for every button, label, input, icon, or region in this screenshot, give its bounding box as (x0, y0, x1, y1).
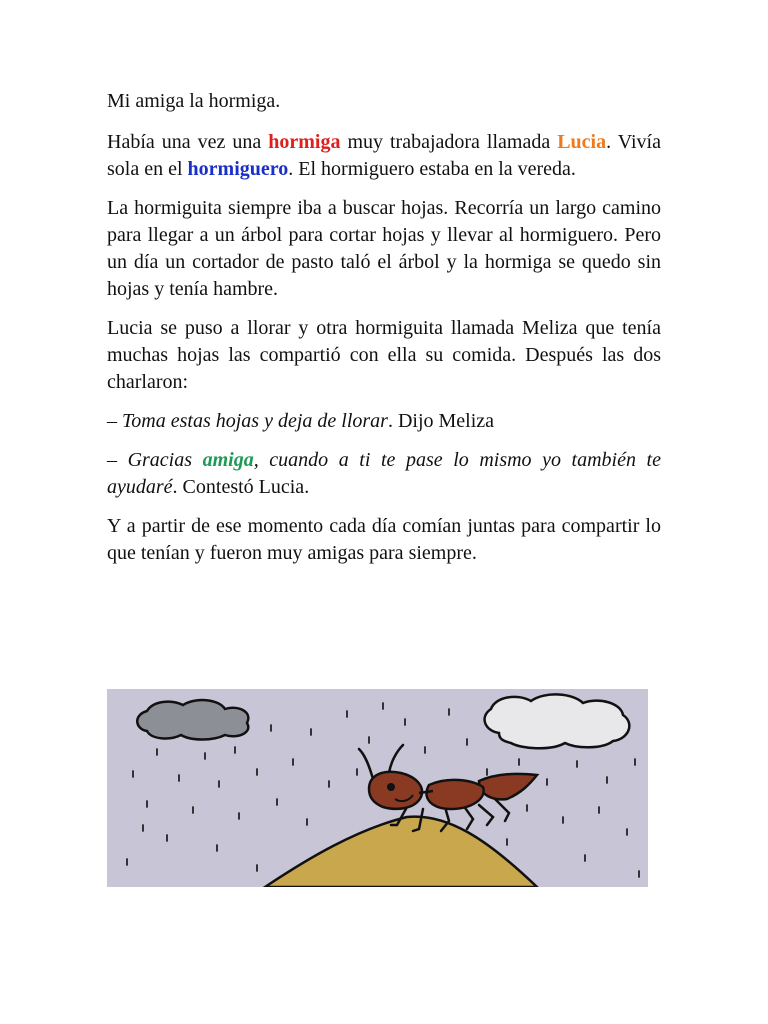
paragraph-1 (107, 129, 661, 183)
word-hormiguero: hormiguero (187, 158, 289, 180)
word-lucia: Lucia (557, 131, 607, 153)
cloud-right-icon (485, 694, 630, 748)
dialogue-2-after: . Contestó Lucia. (172, 476, 310, 498)
p1-text-4: . El hormiguero estaba en la vereda. (288, 158, 576, 180)
dialogue-1-after: . Dijo Meliza (387, 410, 495, 432)
story-document (107, 88, 661, 579)
dialogue-2-speech-1: Gracias (127, 449, 203, 471)
p1-text-1: Había una vez una (107, 131, 269, 153)
word-hormiga: hormiga (268, 131, 341, 153)
word-amiga: amiga (202, 449, 254, 471)
dialogue-1-dash: – (107, 410, 122, 432)
ant-illustration (107, 689, 648, 887)
paragraph-4: Y a partir de ese momento cada día comían juntas para compartir lo que tenían y fueron muy amigas para siempre. (107, 515, 661, 564)
paragraph-2: La hormiguita siempre iba a buscar hojas. Recorría un largo camino para llegar a un árbol para cortar hojas y llevar al hormiguero. Pero un día un cortador de pasto taló el árbol y la hormiga se quedo sin hojas y tenía hambre. (107, 197, 661, 300)
dialogue-2-dash: – (107, 449, 128, 471)
p1-text-2: muy trabajadora llamada (340, 131, 558, 153)
p1-text-3: . Vivía sola en el (107, 131, 661, 180)
dialogue-2 (107, 447, 661, 501)
story-title: Mi amiga la hormiga. (107, 90, 281, 112)
ant-eye-icon (387, 783, 395, 791)
dialogue-1-speech: Toma estas hojas y deja de llorar (122, 410, 388, 432)
paragraph-3: Lucia se puso a llorar y otra hormiguita llamada Meliza que tenía muchas hojas las compartió con ella su comida. Después las dos charlaron: (107, 317, 661, 393)
dialogue-2-speech-2: , cuando a ti te pase lo mismo yo también te ayudaré (107, 449, 661, 498)
dialogue-1 (107, 408, 661, 435)
